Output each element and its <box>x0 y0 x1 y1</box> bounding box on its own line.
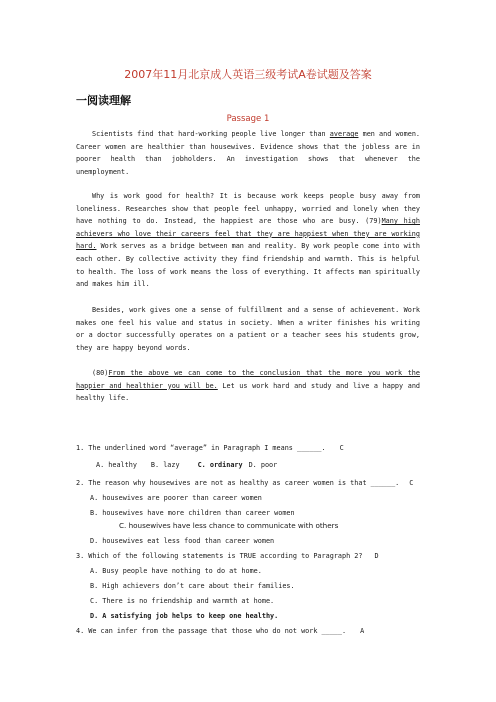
question-3-option-c: C. There is no friendship and warmth at home. <box>90 597 275 605</box>
passage-paragraph-1: Scientists find that hard-working people live longer than average men and women. Career women are healthier than housewives. Evidence shows that the jobless are in poorer health than jobholders. An investigation shows that whenever the unemployment. <box>76 130 421 176</box>
underlined-sentence-80: From the above we can come to the conclusion that the more you work the happier and healthier you will be. <box>76 369 420 390</box>
question-2-option-c: C. housewives have less chance to communicate with others <box>119 521 339 530</box>
question-2: 2. The reason why housewives are not as healthy as career women is that ______. C <box>76 479 414 487</box>
answer-key: C <box>339 444 344 452</box>
section-heading: 一阅读理解 <box>76 94 131 107</box>
answer-key: C <box>409 479 414 487</box>
question-1-options: A. healthy B. lazy C. ordinary D. poor <box>96 461 278 469</box>
question-1: 1. The underlined word “average” in Paragraph I means ______. C <box>76 444 344 452</box>
question-2-option-d: D. housewives eat less food than career women <box>90 537 275 545</box>
answer-key: A <box>360 627 365 635</box>
question-3-option-d: D. A satisfying job helps to keep one healthy. <box>90 612 279 620</box>
underlined-sentence-79: Many high achievers who love their careers feel that they are happiest when they are working hard. <box>76 217 420 251</box>
passage-title: Passage 1 <box>226 114 270 124</box>
question-2-option-b: B. housewives have more children than career women <box>90 509 295 517</box>
question-3: 3. Which of the following statements is TRUE according to Paragraph 2? D <box>76 552 379 560</box>
question-2-option-a: A. housewives are poorer than career women <box>90 494 262 502</box>
question-4: 4. We can infer from the passage that those who do not work _____. A <box>76 627 365 635</box>
answer-key: D <box>374 552 379 560</box>
question-3-option-a: A. Busy people have nothing to do at home. <box>90 567 262 575</box>
underlined-word: average <box>329 130 359 138</box>
document-title: 2007年11月北京成人英语三级考试A卷试题及答案 <box>124 68 372 81</box>
question-3-option-b: B. High achievers don’t care about their families. <box>90 582 295 590</box>
passage-paragraph-4: (80)From the above we can come to the conclusion that the more you work the happier and healthier you will be. Let us work hard and study and live a happy and healthy life. <box>76 369 421 403</box>
passage-paragraph-2: Why is work good for health? It is because work keeps people busy away from loneliness. Researches show that people feel unhappy, worried and lonely when they have nothing to do. Instead, the happiest are those who are busy. (79)Many high achievers who love their careers feel that they are happiest when they are working hard. Work serves as a bridge between man and reality. By work people come into with each other. By collective activity they find friendship and warmth. This is helpful to health. The loss of work means the loss of everything. It affects man spiritually and makes him ill. <box>76 192 420 289</box>
passage-paragraph-3: Besides, work gives one a sense of fulfillment and a sense of achievement. Work makes one feel his value and status in society. When a writer finishes his writing or a doctor successfully operates on a patient or a teacher sees his students grow, they are happy beyond words. <box>76 306 420 352</box>
